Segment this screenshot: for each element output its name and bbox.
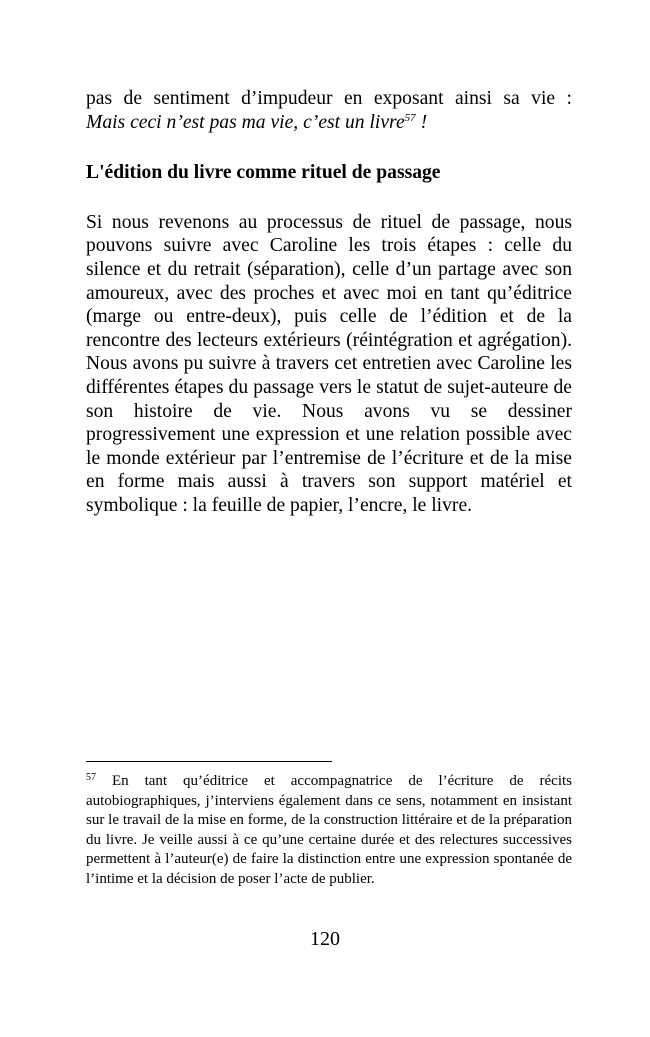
quote-text: Mais ceci n’est pas ma vie, c’est un livre: [86, 111, 405, 133]
footnote-ref[interactable]: 57: [404, 111, 416, 124]
section-heading: L'édition du livre comme rituel de passage: [86, 162, 441, 184]
page-body: [86, 87, 572, 518]
quote-end: !: [415, 111, 428, 133]
footnote-text: En tant qu’éditrice et accompagnatrice de l’écriture de récits autobiographiques, j’interviens également dans ce sens, notamment en insistant sur le travail de la mise en forme, de la construction littéraire et de la préparation du livre. Je veille aussi à ce qu’une certaine durée et des relectures successives permettent à l’auteur(e) de faire la distinction entre une expression spontanée de l’intime et la décision de poser l’acte de publier.: [86, 773, 572, 887]
footnote-number: 57: [86, 772, 96, 783]
intro-line: pas de sentiment d’impudeur en exposant ainsi sa vie :: [86, 88, 572, 109]
footnote-divider: [86, 761, 332, 762]
section-paragraph: Si nous revenons au processus de rituel de passage, nous pouvons suivre avec Caroline les trois étapes : celle du silence et du retrait (séparation), celle d’un partage avec son amoureux, avec des proches et avec moi en tant qu’éditrice (marge ou entre-deux), puis celle de l’édition et de la rencontre des lecteurs extérieurs (réintégration et agrégation). Nous avons pu suivre à travers cet entretien avec Caroline les différentes étapes du passage vers le statut de sujet-auteure de son histoire de vie. Nous avons vu se dessiner progressivement une expression et une relation possible avec le monde extérieur par l’entremise de l’écriture et de la mise en forme mais aussi à travers son support matériel et symbolique : la feuille de papier, l’encre, le livre.: [86, 211, 572, 516]
footnote: [86, 772, 572, 889]
page-number: 120: [310, 928, 340, 950]
intro-quote: [86, 111, 572, 135]
